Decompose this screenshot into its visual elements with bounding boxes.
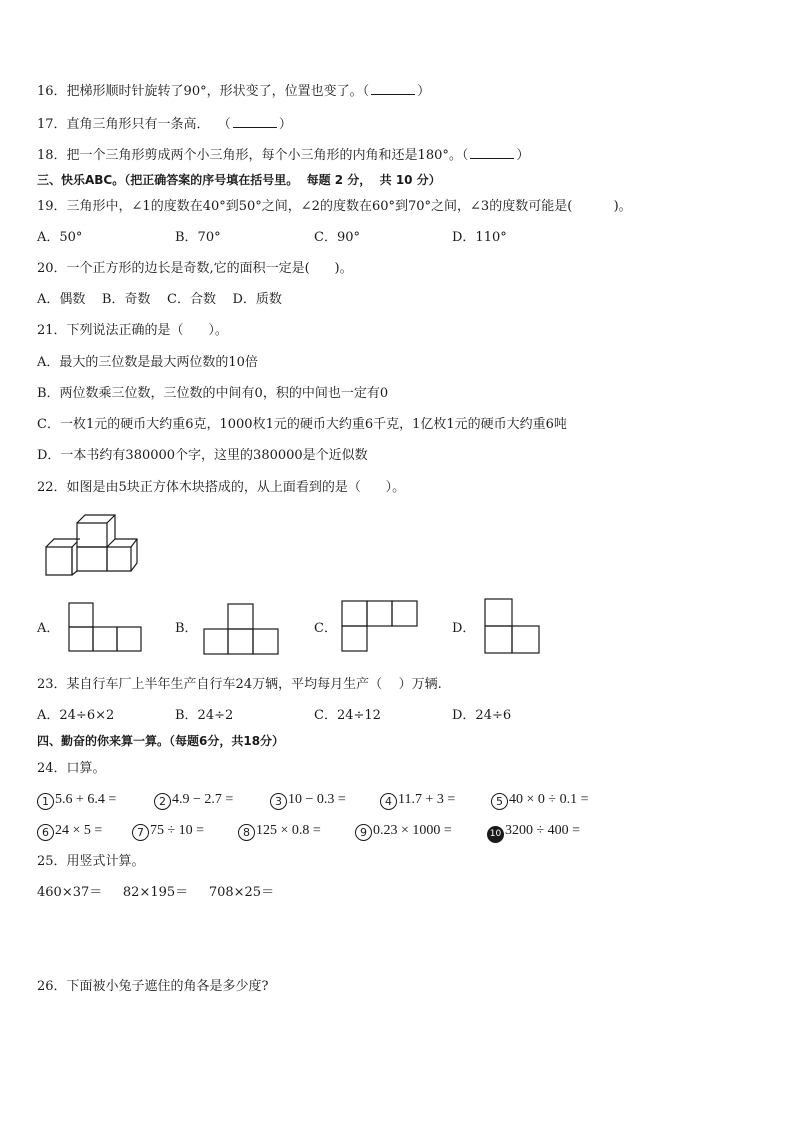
- q21-option-d[interactable]: D．一本书约有380000个字，这里的380000是个近似数: [37, 448, 368, 463]
- calc-item-4[interactable]: 4 11.7 + 3 =: [380, 791, 455, 810]
- q21-option-c[interactable]: C．一枚1元的硬币大约重6克，1000枚1元的硬币大约重6千克，1亿枚1元的硬币大约重6吨: [37, 417, 567, 432]
- q21-option-b[interactable]: B．两位数乘三位数，三位数的中间有0，积的中间也一定有0: [37, 386, 389, 401]
- calc-item-1[interactable]: 1 5.6 + 6.4 =: [37, 791, 116, 810]
- q21-option-a[interactable]: A．最大的三位数是最大两位数的10倍: [37, 355, 258, 370]
- circled-number: 9: [355, 824, 372, 841]
- circled-number: 10: [487, 826, 504, 843]
- cube-figure: [44, 512, 140, 580]
- calc-item-8[interactable]: 8 125 × 0.8 =: [238, 822, 321, 841]
- section-3-heading: 三、快乐ABC。（把正确答案的序号填在括号里。 每题 2 分， 共 10 分）: [37, 173, 441, 187]
- q22-option-a[interactable]: A．: [37, 621, 60, 636]
- q22-option-c-shape[interactable]: [341, 600, 419, 652]
- calc-item-9[interactable]: 9 0.23 × 1000 =: [355, 822, 452, 841]
- q23-option-d[interactable]: D．24÷6: [452, 708, 512, 723]
- circled-number: 6: [37, 824, 54, 841]
- question-25: 25．用竖式计算。: [37, 854, 145, 869]
- calc-item-2[interactable]: 2 4.9 − 2.7 =: [154, 791, 233, 810]
- question-24: 24．口算。: [37, 761, 106, 776]
- q20-options[interactable]: A．偶数 B．奇数 C．合数 D．质数: [37, 292, 282, 307]
- question-23: 23．某自行车厂上半年生产自行车24万辆，平均每月生产（ ）万辆.: [37, 677, 442, 692]
- q22-option-a-shape[interactable]: [68, 602, 143, 652]
- calc-item-3[interactable]: 3 10 − 0.3 =: [270, 791, 346, 810]
- calc-item-7[interactable]: 7 75 ÷ 10 =: [132, 822, 204, 841]
- question-17: 17．直角三角形只有一条高． （ ）: [37, 117, 292, 132]
- q23-option-b[interactable]: B．24÷2: [175, 708, 234, 723]
- section-4-heading: 四、勤奋的你来算一算。（每题6分，共18分）: [37, 734, 285, 748]
- q19-option-b[interactable]: B．70°: [175, 230, 221, 245]
- q19-option-d[interactable]: D．110°: [452, 230, 507, 245]
- q22-option-b-shape[interactable]: [203, 603, 281, 655]
- circled-number: 1: [37, 793, 54, 810]
- question-20: 20．一个正方形的边长是奇数,它的面积一定是( )。: [37, 261, 353, 276]
- q22-option-c[interactable]: C．: [314, 621, 337, 636]
- calc-item-10[interactable]: 10 3200 ÷ 400 =: [487, 822, 580, 843]
- q19-option-a[interactable]: A．50°: [37, 230, 83, 245]
- q22-option-d[interactable]: D．: [452, 621, 476, 636]
- circled-number: 5: [491, 793, 508, 810]
- question-19: 19．三角形中，∠1的度数在40°到50°之间，∠2的度数在60°到70°之间，∠3的度数可能是( )。: [37, 199, 632, 214]
- circled-number: 4: [380, 793, 397, 810]
- calc-item-6[interactable]: 6 24 × 5 =: [37, 822, 102, 841]
- circled-number: 8: [238, 824, 255, 841]
- circled-number: 3: [270, 793, 287, 810]
- calc-item-5[interactable]: 5 40 × 0 ÷ 0.1 =: [491, 791, 588, 810]
- q22-option-b[interactable]: B．: [175, 621, 198, 636]
- answer-blank-16[interactable]: [371, 82, 415, 95]
- circled-number: 2: [154, 793, 171, 810]
- question-26: 26．下面被小兔子遮住的角各是多少度?: [37, 979, 269, 994]
- q23-option-c[interactable]: C．24÷12: [314, 708, 381, 723]
- question-21: 21．下列说法正确的是（ ）。: [37, 323, 228, 338]
- circled-number: 7: [132, 824, 149, 841]
- question-18: 18．把一个三角形剪成两个小三角形，每个小三角形的内角和还是180°。（ ）: [37, 148, 530, 163]
- answer-blank-17[interactable]: [233, 115, 277, 128]
- q25-expressions[interactable]: 460×37＝ 82×195＝ 708×25＝: [37, 885, 275, 900]
- q23-option-a[interactable]: A．24÷6×2: [37, 708, 115, 723]
- q19-option-c[interactable]: C．90°: [314, 230, 360, 245]
- question-22: 22．如图是由5块正方体木块搭成的，从上面看到的是（ ）。: [37, 480, 406, 495]
- question-16: 16．把梯形顺时针旋转了90°，形状变了，位置也变了。（ ）: [37, 84, 431, 99]
- answer-blank-18[interactable]: [470, 146, 514, 159]
- q22-option-d-shape[interactable]: [484, 598, 542, 656]
